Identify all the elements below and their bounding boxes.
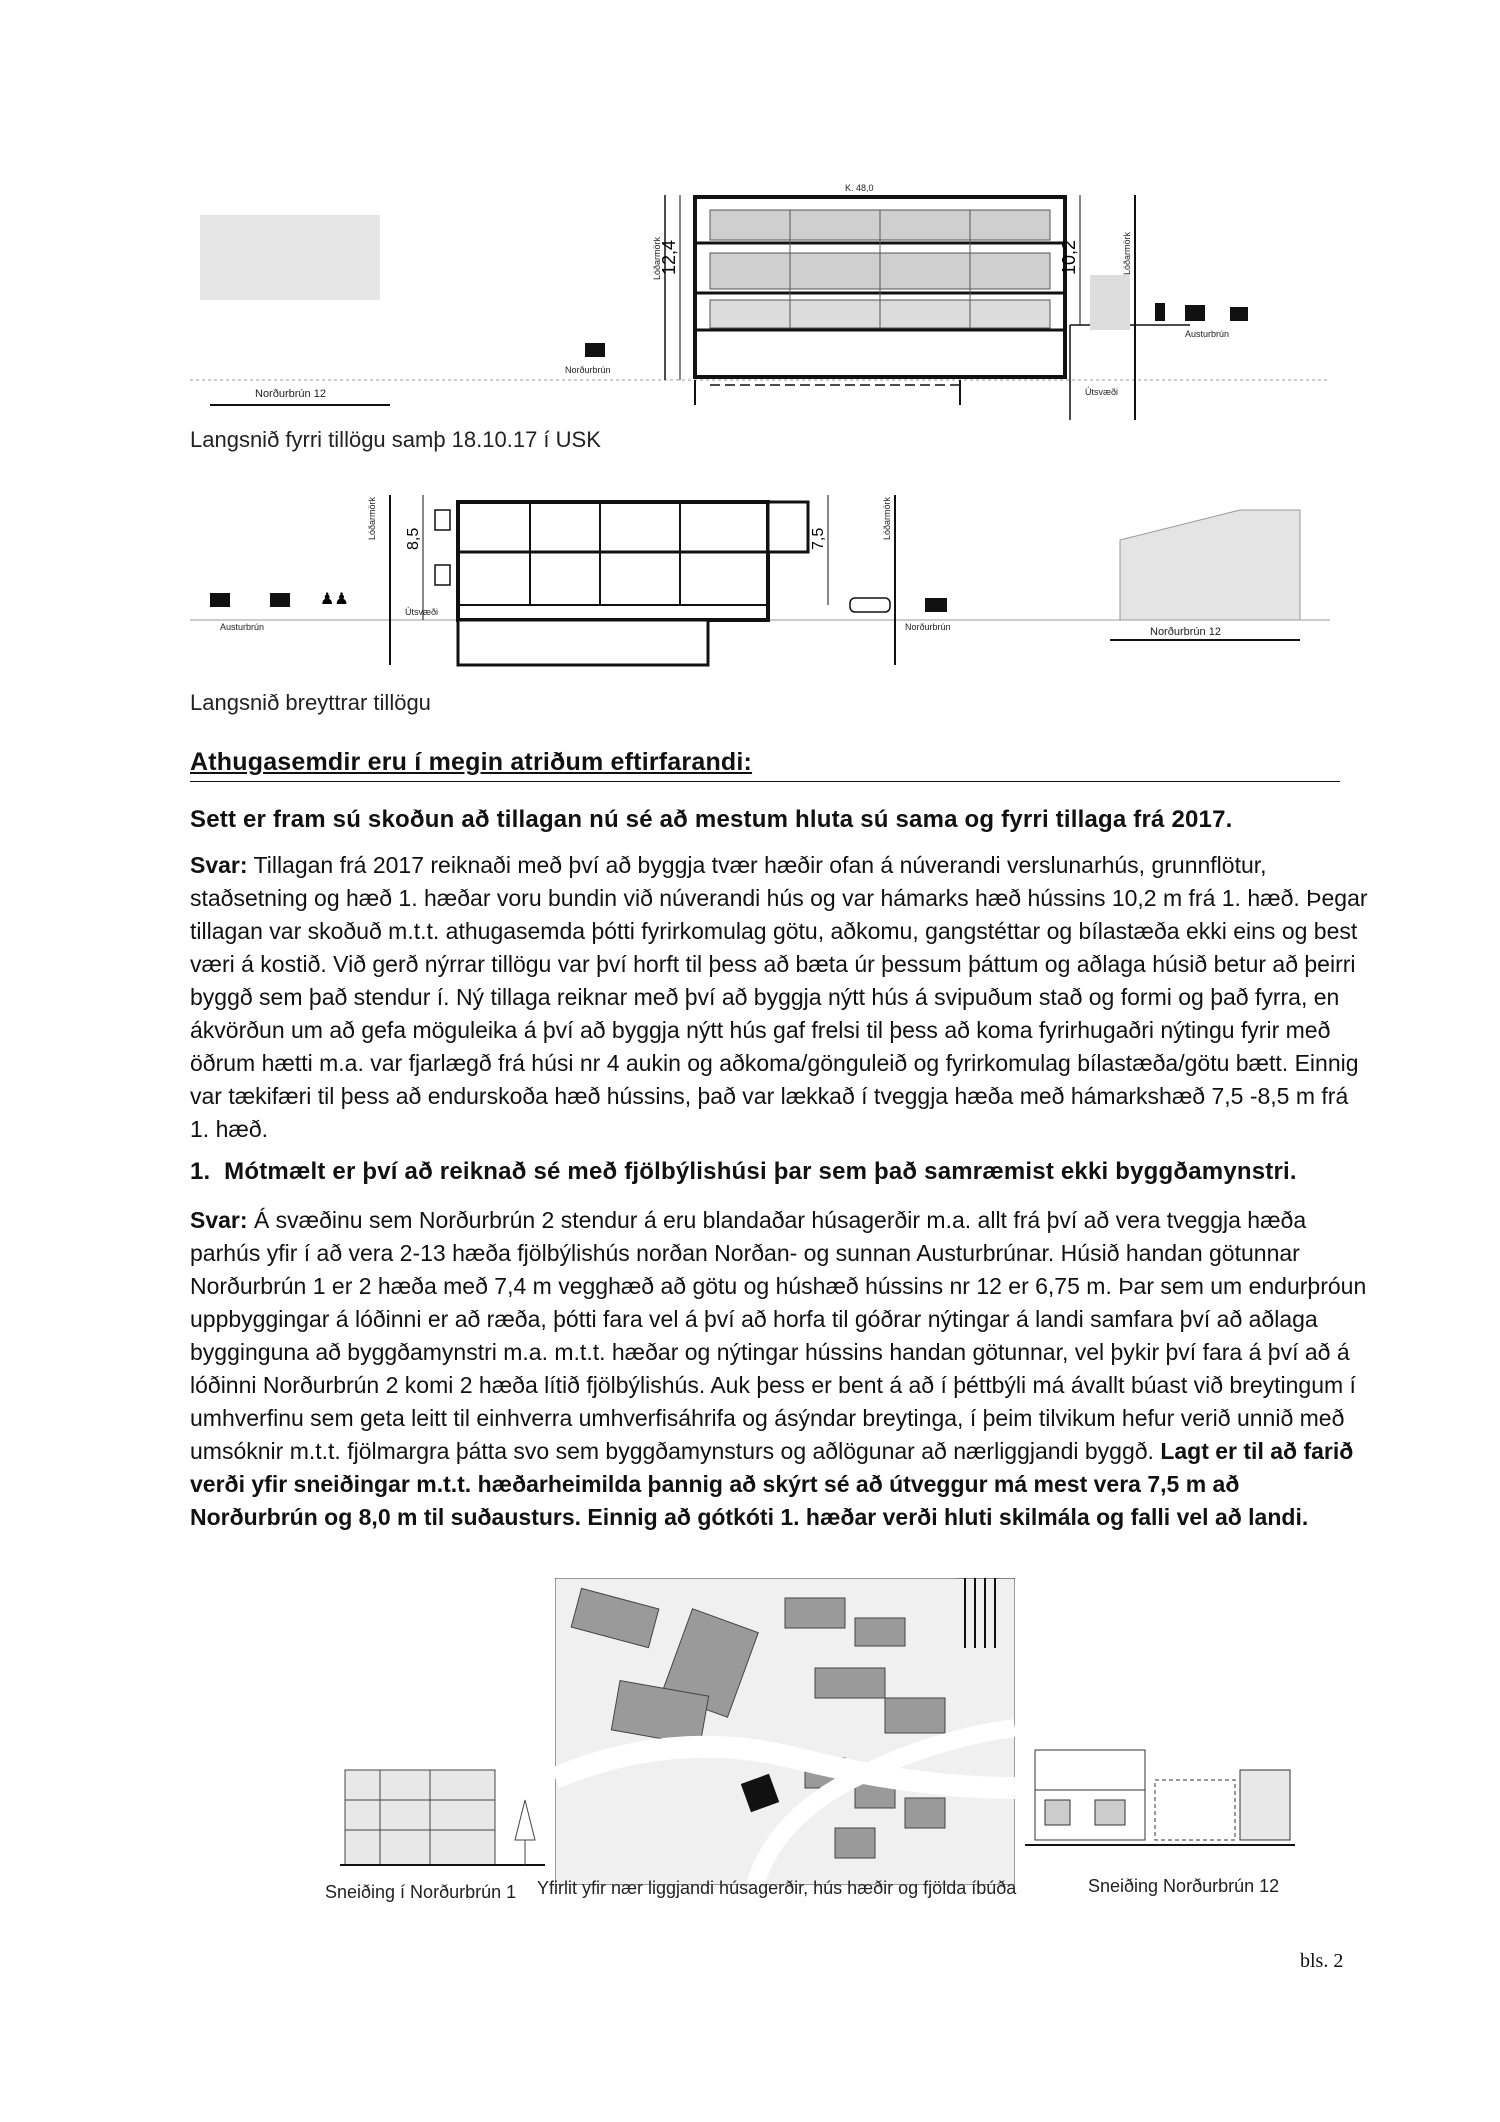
- page-number: bls. 2: [1300, 1950, 1344, 1972]
- label-lodarmork-right: Lóðarmörk: [1122, 231, 1132, 275]
- label-utsvaedi: Útsvæði: [1085, 387, 1119, 397]
- caption-nordurbrun1: Sneiðing í Norðurbrún 1: [325, 1882, 517, 1902]
- car-icon: [1185, 305, 1205, 321]
- comment-heading-1: [190, 1158, 1297, 1186]
- hatched-floors: [710, 210, 1050, 328]
- divider: [190, 781, 1340, 782]
- neighbour-house-shade: [200, 215, 380, 300]
- section-drawing-previous: [190, 175, 1330, 425]
- caption-aerial: Yfirlit yfir nær liggjandi húsagerðir, hús hæðir og fjölda íbúða: [537, 1878, 1017, 1898]
- label-austurbrun: Austurbrún: [220, 622, 265, 632]
- car-icon: [850, 598, 890, 612]
- car-icon: [270, 593, 290, 607]
- answer-text-0: Tillagan frá 2017 reiknaði með því að byggja tvær hæðir ofan á núverandi verslunarhús, grunnflötur, staðsetning og hæð 1. hæðar voru bundin við núverandi hús og var hámarks hæð hússins 10,2 m frá 1. hæð. Þegar tillagan var skoðuð m.t.t. athugasemda þótti fyrirkomulag götu, aðkomu, gangstéttar og bílastæða ekki eins og best væri á kostið. Við gerð nýrrar tillögu var því horft til þess að bæta úr þessum þáttum og aðlaga húsið betur að þeirri byggð sem það stendur í. Ný tillaga reiknar með því að byggja nýtt hús á svipuðum stað og formi og það fyrra, en ákvörðun um að gefa möguleika á því að byggja nýtt hús gaf frelsi til þess að koma fyrirhugaðri nýtingu fyrir með öðrum hætti m.a. var fjarlægð frá húsi nr 4 aukin og aðkoma/gönguleið og fyrirkomulag bílastæða/götu bætt. Einnig var tækifæri til þess að endurskoða hæð hússins, það var lækkað í tveggja hæða með hámarkshæð 7,5 -8,5 m frá 1. hæð.: [190, 852, 1368, 1142]
- answer-text-1: Á svæðinu sem Norðurbrún 2 stendur á eru blandaðar húsagerðir m.a. allt frá því að vera tveggja hæða parhús yfir í að vera 2-13 hæða fjölbýlishús norðan Norðan- og sunnan Austurbrúnar. Húsið handan götunnar Norðurbrún 1 er 2 hæða með 7,4 m vegghæð að götu og húshæð hússins nr 12 er 6,75 m. Þar sem um endurþróun uppbyggingar á lóðinni er að ræða, þótti fara vel á því að horfa til góðrar nýtingar á landi samfara því að aðlaga bygginguna að byggðamynstri m.a. m.t.t. hæðar og nýtingar hússins handan götunnar, vel þykir því fara á því að á lóðinni Norðurbrún 2 komi 2 hæða lítið fjölbýlishús. Auk þess er bent á að í þéttbýli má ávallt búast við breytingum í umhverfinu sem geta leitt til einhverra umhverfisáhrifa og ásýndar breytinga, í þeim tilvikum hefur verið unnið með umsóknir m.t.t. fjölmargra þátta svo sem byggðamynsturs og aðlögunar að nærliggjandi byggð.: [190, 1207, 1367, 1464]
- dim-height-right: 10,2: [1059, 239, 1079, 275]
- dim-height-right: 7,5: [810, 527, 827, 550]
- comment-text-1: Mótmælt er því að reiknað sé með fjölbýlishúsi þar sem það samræmist ekki byggðamynstri.: [224, 1158, 1297, 1185]
- label-lodarmork-left: Lóðarmörk: [652, 236, 662, 280]
- answer-paragraph-0: [190, 849, 1370, 1146]
- label-austurbrun: Austurbrún: [1185, 329, 1230, 339]
- label-nordurbrun: Norðurbrún: [905, 622, 951, 632]
- svar-label: Svar:: [190, 852, 248, 878]
- car-icon: [1230, 307, 1248, 321]
- comment-heading-0: Sett er fram sú skoðun að tillagan nú sé að mestum hluta sú sama og fyrri tillaga frá 2017.: [190, 806, 1233, 833]
- comment-number: 1.: [190, 1158, 211, 1185]
- section-drawing-revised: [190, 480, 1330, 680]
- car-icon: [925, 598, 947, 612]
- svar-label: Svar:: [190, 1207, 248, 1233]
- elevation-label: K. 48,0: [845, 183, 874, 193]
- caption-revised-proposal: Langsnið breyttrar tillögu: [190, 690, 431, 715]
- label-nordurbrun12: Norðurbrún 12: [255, 388, 326, 400]
- label-nordurbrun: Norðurbrún: [565, 365, 611, 375]
- caption-nordurbrun12: Sneiðing Norðurbrún 12: [1088, 1876, 1280, 1896]
- label-nordurbrun12: Norðurbrún 12: [1150, 626, 1221, 638]
- dim-height-left: 12,4: [659, 239, 679, 275]
- pedestrian-icon: ♟♟: [320, 591, 349, 608]
- caption-previous-proposal: Langsnið fyrri tillögu samþ 18.10.17 í USK: [190, 427, 601, 452]
- car-icon: [210, 593, 230, 607]
- label-lodarmork-left: Lóðarmörk: [367, 496, 377, 540]
- aerial-map-image: [555, 1578, 1015, 1885]
- section-drawing-nordurbrun12: [1025, 1730, 1295, 1870]
- label-lodarmork-right: Lóðarmörk: [882, 496, 892, 540]
- label-utsvaedi: Útsvæði: [405, 607, 439, 617]
- section-drawing-nordurbrun1: [340, 1740, 545, 1870]
- dim-height-left: 8,5: [405, 527, 422, 550]
- section-title: Athugasemdir eru í megin atriðum eftirfarandi:: [190, 748, 753, 776]
- car-icon: [585, 343, 605, 357]
- answer-paragraph-1: [190, 1204, 1370, 1534]
- answer-text-1-bold: Lagt er til að farið verði yfir sneiðingar m.t.t. hæðarheimilda þannig að skýrt sé að útveggur má mest vera 7,5 m að Norðurbrún og 8,0 m til suðausturs. Einnig að gótkóti 1. hæðar verði hluti skilmála og falli vel að landi.: [190, 1438, 1354, 1530]
